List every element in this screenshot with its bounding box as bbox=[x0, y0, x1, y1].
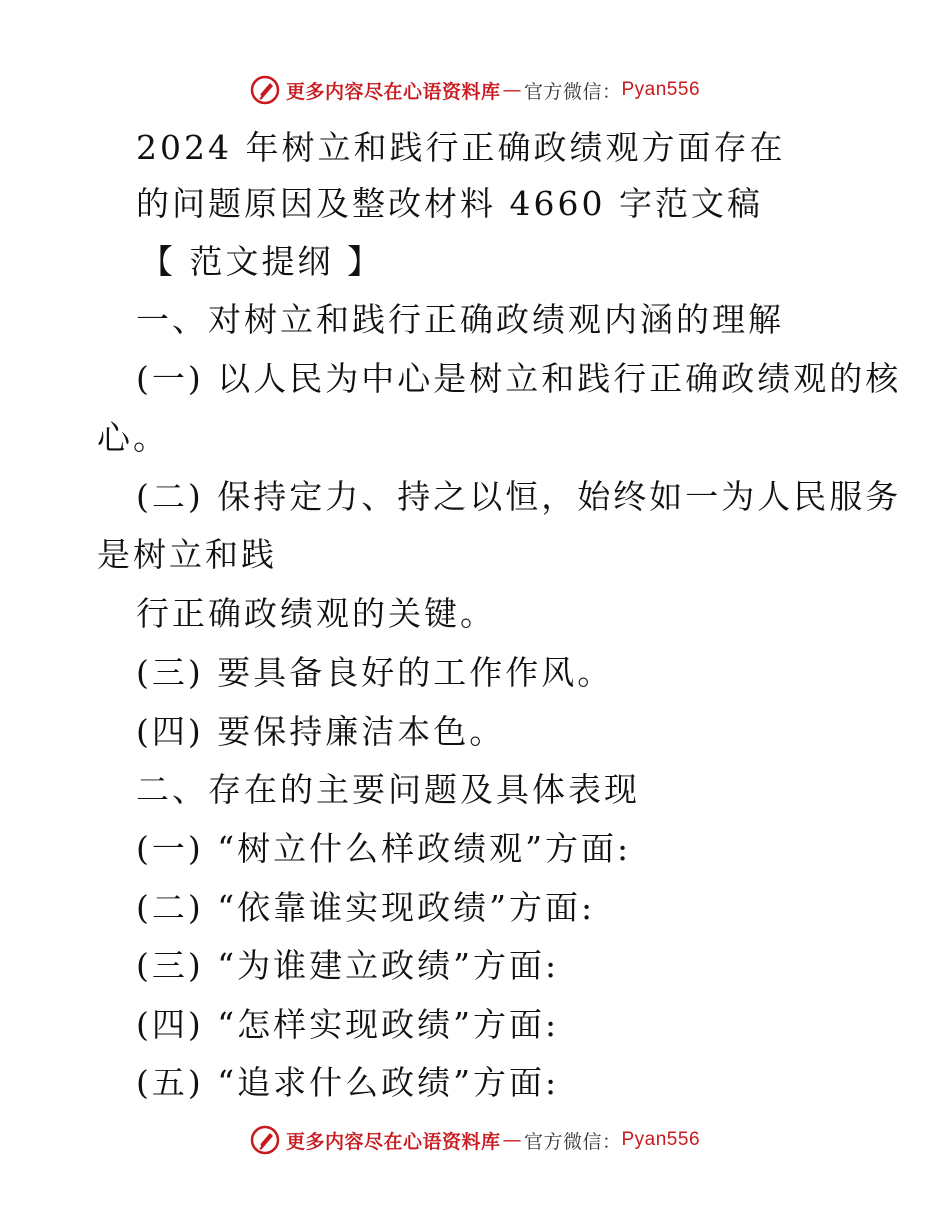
section-2-item-1: (一) “树立什么样政绩观”方面: bbox=[136, 829, 632, 868]
banner-site-text: 更多内容尽在心语资料库 bbox=[285, 80, 501, 103]
section-1-item-1-cont: 心。 bbox=[97, 418, 169, 457]
section-1-item-2: (二) 保持定力、持之以恒，始终如一为人民服务 bbox=[136, 477, 902, 516]
banner-site-text: 更多内容尽在心语资料库 bbox=[285, 1130, 501, 1153]
banner-wechat-label: 官方微信： bbox=[523, 80, 622, 103]
header-banner bbox=[0, 70, 950, 110]
section-2-item-3: (三) “为谁建立政绩”方面: bbox=[136, 946, 560, 985]
banner-wechat-id: Pyan556 bbox=[621, 79, 701, 100]
banner-dash: — bbox=[502, 1129, 522, 1151]
section-2-item-5: (五) “追求什么政绩”方面: bbox=[136, 1063, 560, 1102]
banner-wechat-id: Pyan556 bbox=[621, 1129, 701, 1150]
section-1-heading: 一、对树立和践行正确政绩观内涵的理解 bbox=[136, 300, 784, 339]
section-1-item-1: (一) 以人民为中心是树立和践行正确政绩观的核 bbox=[136, 359, 902, 398]
pen-seal-logo-icon bbox=[250, 75, 280, 105]
pen-seal-logo-icon bbox=[250, 1125, 280, 1155]
outline-heading: 【 范文提纲 】 bbox=[140, 242, 383, 281]
banner-dash: — bbox=[502, 79, 522, 101]
section-2-item-4: (四) “怎样实现政绩”方面: bbox=[136, 1005, 560, 1044]
section-1-item-3: (三) 要具备良好的工作作风。 bbox=[136, 653, 614, 692]
section-1-item-4: (四) 要保持廉洁本色。 bbox=[136, 712, 506, 751]
section-1-item-2-cont: 是树立和践 bbox=[97, 535, 277, 574]
footer-banner bbox=[0, 1120, 950, 1160]
section-2-heading: 二、存在的主要问题及具体表现 bbox=[136, 770, 640, 809]
doc-title-line-1: 2024 年树立和践行正确政绩观方面存在 bbox=[136, 128, 786, 167]
doc-title-line-2: 的问题原因及整改材料 4660 字范文稿 bbox=[136, 184, 763, 223]
section-2-item-2: (二) “依靠谁实现政绩”方面: bbox=[136, 888, 596, 927]
banner-wechat-label: 官方微信： bbox=[523, 1130, 622, 1153]
section-1-item-2-cont-2: 行正确政绩观的关键。 bbox=[136, 594, 496, 633]
